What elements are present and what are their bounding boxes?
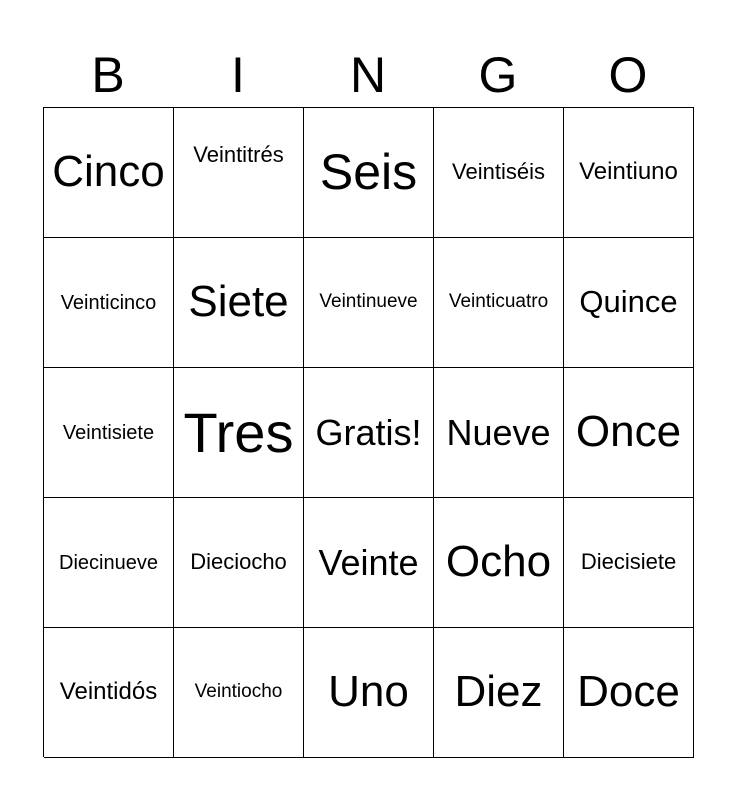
cell-label: Veintiséis <box>452 159 545 185</box>
cell-label: Veinte <box>318 541 419 583</box>
bingo-cell[interactable] <box>174 498 304 628</box>
cell-label: Seis <box>319 144 418 200</box>
header-letter-g: G <box>478 47 518 103</box>
header-letter-o: O <box>608 47 648 103</box>
bingo-cell[interactable] <box>304 498 434 628</box>
bingo-cell[interactable] <box>564 238 694 368</box>
cell-label: Once <box>575 407 682 457</box>
cell-label: Diez <box>454 667 543 717</box>
bingo-board <box>43 107 694 757</box>
cell-label: Veintitrés <box>193 142 284 168</box>
bingo-cell[interactable] <box>304 628 434 758</box>
bingo-cell[interactable] <box>44 368 174 498</box>
bingo-cell[interactable] <box>434 628 564 758</box>
cell-label: Cinco <box>52 147 165 197</box>
bingo-cell[interactable] <box>434 238 564 368</box>
cell-label: Veintiuno <box>579 158 678 186</box>
cell-label: Dieciocho <box>190 549 287 575</box>
bingo-cell[interactable] <box>44 108 174 238</box>
bingo-cell[interactable] <box>44 498 174 628</box>
cell-label: Gratis! <box>315 411 422 453</box>
cell-label: Diecisiete <box>580 549 677 575</box>
bingo-cell[interactable] <box>44 238 174 368</box>
bingo-cell[interactable] <box>174 238 304 368</box>
cell-label: Nueve <box>446 411 551 453</box>
cell-label: Veintidós <box>59 678 158 706</box>
bingo-cell[interactable] <box>564 368 694 498</box>
bingo-cell[interactable] <box>44 628 174 758</box>
bingo-cell[interactable] <box>434 368 564 498</box>
cell-label: Veinticinco <box>60 291 157 314</box>
bingo-cell[interactable] <box>304 108 434 238</box>
bingo-cell[interactable] <box>564 498 694 628</box>
header-letter-b: B <box>91 47 125 103</box>
free-space-cell[interactable] <box>304 368 434 498</box>
bingo-cell[interactable] <box>564 628 694 758</box>
bingo-cell[interactable] <box>174 628 304 758</box>
cell-label: Veintiocho <box>194 681 283 703</box>
bingo-cell[interactable] <box>434 498 564 628</box>
header-letter-n: N <box>349 47 387 103</box>
cell-label: Ocho <box>445 537 552 587</box>
bingo-header <box>43 42 693 108</box>
cell-label: Diecinueve <box>59 551 158 574</box>
cell-label: Uno <box>328 667 409 717</box>
cell-label: Quince <box>579 284 678 320</box>
bingo-cell[interactable] <box>564 108 694 238</box>
bingo-cell[interactable] <box>174 108 304 238</box>
cell-label: Tres <box>183 400 294 464</box>
cell-label: Veintisiete <box>62 421 155 444</box>
bingo-cell[interactable] <box>434 108 564 238</box>
cell-label: Veintinueve <box>319 291 418 313</box>
cell-label: Veinticuatro <box>448 291 549 313</box>
cell-label: Doce <box>577 667 680 717</box>
cell-label: Siete <box>188 277 289 327</box>
header-letter-i: I <box>231 47 245 103</box>
bingo-cell[interactable] <box>174 368 304 498</box>
bingo-cell[interactable] <box>304 238 434 368</box>
